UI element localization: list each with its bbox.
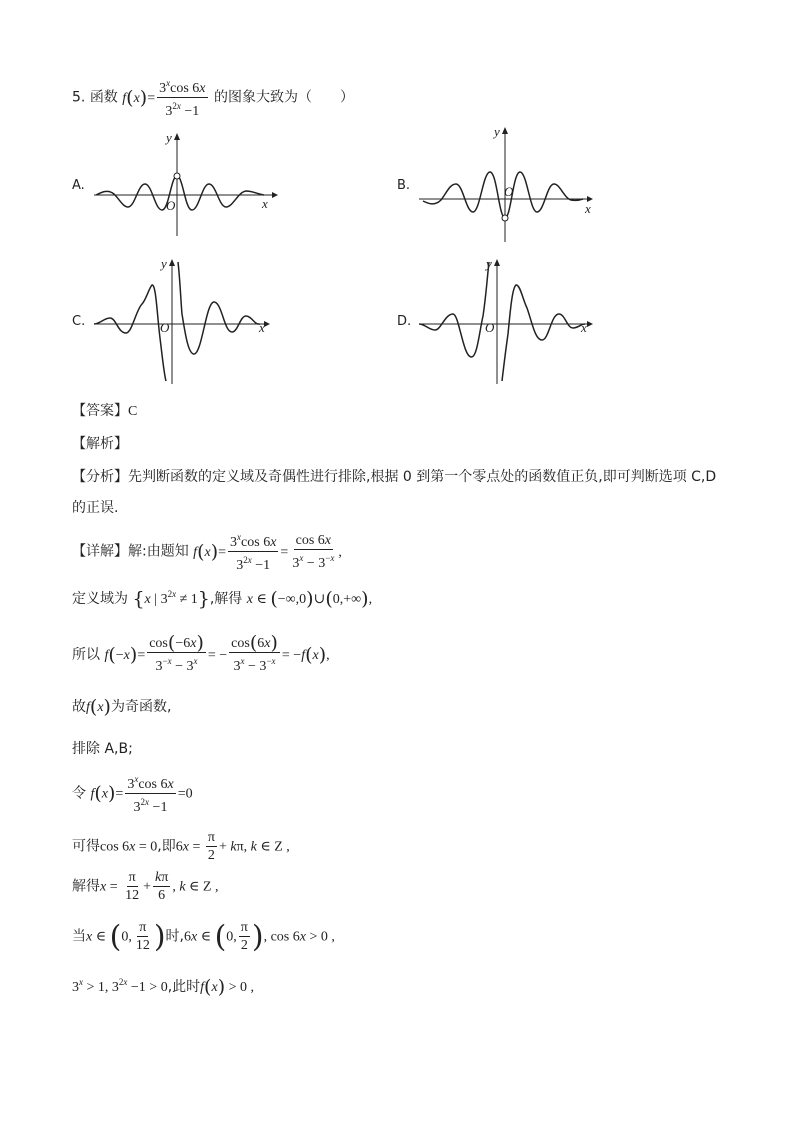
- detail-formula-3: f(−x)= $\frac{\cos(-6x)}{3^{-x} - 3^x}$ = − $\frac{\cos(6x)}{3^x - 3^{-x}}$ = −f(x),: [104, 632, 330, 674]
- origin-label: O: [160, 320, 170, 335]
- at-this-text: ,此时: [167, 979, 201, 995]
- analysis-heading: 【解析】: [72, 436, 128, 452]
- axis-y-label: y: [166, 130, 172, 145]
- curve-b: [423, 172, 583, 218]
- detail-intro: 解:由题知: [128, 543, 189, 560]
- when-text: 当: [72, 928, 86, 945]
- detail-line-10: $3^x > 1$, $3^{2x} -1 > 0$,此时f(x) > 0 ,: [72, 976, 255, 998]
- detail-line-3: [72, 632, 330, 674]
- curve-d-right: [502, 285, 585, 381]
- detail-line-9: 当x ∈ (0, $\frac{\pi}{12}$ )时,6x ∈ (0, $\frac{\pi}{2}$ ), cos 6x > 0 ,: [72, 919, 335, 955]
- axis-y-label: y: [486, 256, 492, 271]
- axis-x-label: x: [581, 320, 587, 335]
- axis-y-label: y: [494, 124, 500, 139]
- time-text: 时,: [165, 928, 184, 945]
- solve-text: 解得: [72, 878, 100, 895]
- domain-set: {x | $3^{2x} \ne 1$}: [132, 588, 210, 610]
- option-b-label[interactable]: B.: [397, 178, 411, 193]
- detail-line-4: 故f(x)为奇函数,: [72, 696, 172, 718]
- origin-label: O: [166, 198, 176, 213]
- question-number: 5.: [72, 89, 86, 106]
- curve-d-left: [419, 262, 489, 357]
- question-stem: [72, 76, 354, 119]
- detail-line-1: [72, 530, 342, 573]
- let-text: 令: [72, 785, 86, 802]
- ie-text: ,即: [157, 838, 176, 855]
- axis-x-label: x: [262, 196, 268, 211]
- option-d-label[interactable]: D.: [397, 314, 412, 329]
- detail-line-8: 解得x = $\frac{\pi}{12}$ + $\frac{k\pi}{6}$ , k ∈ Z ,: [72, 870, 219, 903]
- odd-text: 为奇函数,: [110, 699, 172, 715]
- detail-line-5: 排除 A,B;: [72, 741, 133, 757]
- axis-y-label: y: [161, 256, 167, 271]
- detail-line-6: 令 f(x)= $\frac{3^x\cos 6x}{3^{2x} -1}$ =0: [72, 774, 193, 815]
- detail-line-7: 可得cos 6x = 0,即6x = $\frac{\pi}{2}$ + kπ, k ∈ Z ,: [72, 830, 290, 863]
- domain-prefix: 定义域为: [72, 591, 128, 607]
- curve-c-right: [178, 262, 260, 354]
- analysis-label: 【分析】: [72, 469, 128, 485]
- curve-a: [96, 176, 264, 210]
- stem-prefix: 函数: [89, 89, 118, 106]
- option-b-graph[interactable]: [415, 122, 600, 246]
- stem-suffix: 的图象大致为（ ）: [213, 89, 354, 106]
- function-formula: f(x)= $\frac{3^x\cos 6x}{3^{2x} -1}$: [122, 78, 206, 119]
- option-c-label[interactable]: C.: [72, 314, 86, 329]
- analysis-line-2: 的正误.: [72, 500, 119, 516]
- detail-label: 【详解】: [72, 543, 128, 560]
- analysis-line-1: [72, 466, 716, 486]
- analysis-text-1: 先判断函数的定义域及奇偶性进行排除,根据 0 到第一个零点处的函数值正负,即可判断选项 C,D: [128, 469, 717, 485]
- axis-x-label: x: [585, 201, 591, 216]
- option-c-graph[interactable]: [90, 254, 280, 388]
- origin-label: O: [504, 184, 514, 199]
- option-a-graph[interactable]: [90, 128, 280, 240]
- origin-label: O: [485, 320, 495, 335]
- detail-line-2: [72, 588, 372, 610]
- detail-formula-1: f(x)= $\frac{3^x\cos 6x}{3^{2x} -1}$ = $\frac{\cos 6x}{3^x - 3^{-x}}$ ,: [193, 532, 342, 573]
- option-a-label[interactable]: A.: [72, 178, 85, 193]
- get-text: 可得: [72, 838, 100, 855]
- curve-c-left: [94, 285, 166, 381]
- domain-mid: ,解得: [209, 591, 243, 607]
- answer-label: 【答案】: [72, 403, 128, 419]
- hence-text: 故: [72, 699, 86, 715]
- answer-line: [72, 400, 137, 420]
- axis-x-label: x: [259, 320, 265, 335]
- so-text: 所以: [72, 647, 100, 663]
- answer-value: C: [128, 404, 138, 419]
- option-d-graph[interactable]: [415, 254, 600, 388]
- domain-solution: x ∈ (−∞,0)∪(0,+∞),: [246, 588, 373, 610]
